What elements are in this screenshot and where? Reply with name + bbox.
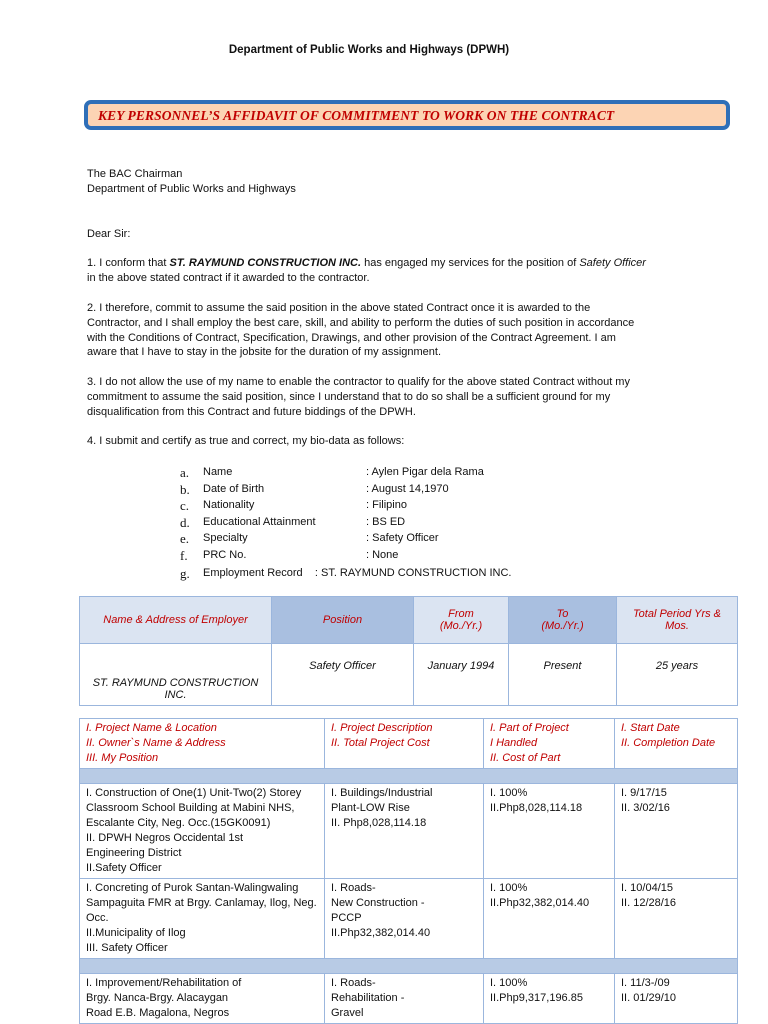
employment-header: Name & Address of Employer (80, 597, 272, 644)
bio-value: : August 14,1970 (366, 483, 449, 495)
bio-value: : Aylen Pigar dela Rama (366, 466, 484, 478)
p1-company: ST. RAYMUND CONSTRUCTION INC. (169, 257, 362, 269)
project-cell: I. Roads- Rehabilitation - Gravel (325, 974, 484, 1024)
bio-value: : Safety Officer (366, 532, 439, 544)
bio-letter: a. (180, 465, 190, 480)
bio-label: Educational Attainment (203, 516, 316, 528)
bio-letter: b. (180, 482, 190, 497)
paragraph-2: 2. I therefore, commit to assume the said position in the above stated Contract once it is awarded to the Contractor, and I shall employ the best care, skill, and ability to perform the duties of such position in accordance with the Conditions of Contract, Specification, Drawings, and other provision of the Contract Agreement. I am aware that I have to stay in the jobsite for the duration of my assignment. (87, 302, 635, 359)
bio-label: Name (203, 466, 233, 478)
project-cell: I. 100% II.Php32,382,014.40 (484, 879, 615, 959)
employment-header: Position (272, 597, 414, 644)
employment-header: To (Mo./Yr.) (509, 597, 617, 644)
project-cell: I. Construction of One(1) Unit-Two(2) Storey Classroom School Building at Mabini NHS, Escalante City, Neg. Occ.(15GK0091) II. DPWH Negros Occidental 1st Engineering District II.Safety Officer (80, 784, 325, 879)
projects-header: I. Start Date II. Completion Date (615, 719, 738, 769)
bio-letter: e. (180, 531, 190, 546)
band-row (80, 959, 738, 974)
department-heading: Department of Public Works and Highways (DPWH) (228, 44, 510, 56)
project-cell: I. Improvement/Rehabilitation of Brgy. Nanca-Brgy. Alacaygan Road E.B. Magalona, Negros (80, 974, 325, 1024)
salutation: Dear Sir: (87, 228, 131, 240)
bio-value: : BS ED (366, 516, 406, 528)
employment-header: From (Mo./Yr.) (414, 597, 509, 644)
project-cell: I. 100% II.Php9,317,196.85 (484, 974, 615, 1024)
addressee-line-2: Department of Public Works and Highways (87, 183, 296, 195)
bio-label: Date of Birth (203, 483, 265, 495)
bio-label: PRC No. (203, 549, 247, 561)
projects-header: I. Project Description II. Total Project Cost (325, 719, 484, 769)
project-cell: I. Concreting of Purok Santan-Walingwaling Sampaguita FMR at Brgy. Canlamay, Ilog, Neg. Occ. II.Municipality of Ilog III. Safety Officer (80, 879, 325, 959)
project-cell: I. 10/04/15 II. 12/28/16 (615, 879, 738, 959)
project-cell: I. Buildings/Industrial Plant-LOW Rise II. Php8,028,114.18 (325, 784, 484, 879)
bio-letter: g. (180, 566, 190, 581)
project-cell: I. 9/17/15 II. 3/02/16 (615, 784, 738, 879)
bio-letter: c. (180, 498, 190, 513)
bio-letter: f. (180, 548, 188, 563)
bio-value: : Filipino (366, 499, 407, 511)
band-row (80, 769, 738, 784)
project-cell: I. 100% II.Php8,028,114.18 (484, 784, 615, 879)
paragraph-3: 3. I do not allow the use of my name to enable the contractor to qualify for the above stated Contract without my commitment to assume the said position, since I understand that to do so shall be a sufficient ground for my disqualification from this Contract and future biddings of the DPWH. (87, 376, 630, 418)
bio-letter: d. (180, 515, 190, 530)
paragraph-4: 4. I submit and certify as true and correct, my bio-data as follows: (87, 435, 405, 447)
bio-label: Employment Record : ST. RAYMUND CONSTRUCTION INC. (203, 567, 512, 579)
employment-cell: 25 years (617, 644, 738, 706)
p1-position: Safety Officer (579, 257, 646, 269)
title-box (84, 100, 730, 130)
projects-header: I. Part of Project I Handled II. Cost of Part (484, 719, 615, 769)
employment-cell: ST. RAYMUND CONSTRUCTION INC. (80, 644, 272, 706)
employment-header: Total Period Yrs & Mos. (617, 597, 738, 644)
employment-cell: Safety Officer (272, 644, 414, 706)
bio-label: Nationality (203, 499, 255, 511)
p1-text-a: 1. I conform that (87, 257, 170, 269)
p1-text-b: has engaged my services for the position of (361, 257, 580, 269)
project-cell: I. 11/3-/09 II. 01/29/10 (615, 974, 738, 1024)
employment-cell: January 1994 (414, 644, 509, 706)
paragraph-1 (87, 256, 647, 286)
projects-header: I. Project Name & Location II. Owner`s Name & Address III. My Position (80, 719, 325, 769)
affidavit-title: KEY PERSONNEL’S AFFIDAVIT OF COMMITMENT TO WORK ON THE CONTRACT (98, 108, 615, 123)
p1-text-c: in the above stated contract if it awarded to the contractor. (87, 271, 370, 284)
addressee-line-1: The BAC Chairman (87, 168, 183, 180)
bio-label: Specialty (203, 532, 248, 544)
employment-table (79, 596, 738, 706)
projects-table (79, 718, 738, 1024)
employment-cell: Present (509, 644, 617, 706)
bio-value: : None (366, 549, 399, 561)
project-cell: I. Roads- New Construction - PCCP II.Php32,382,014.40 (325, 879, 484, 959)
